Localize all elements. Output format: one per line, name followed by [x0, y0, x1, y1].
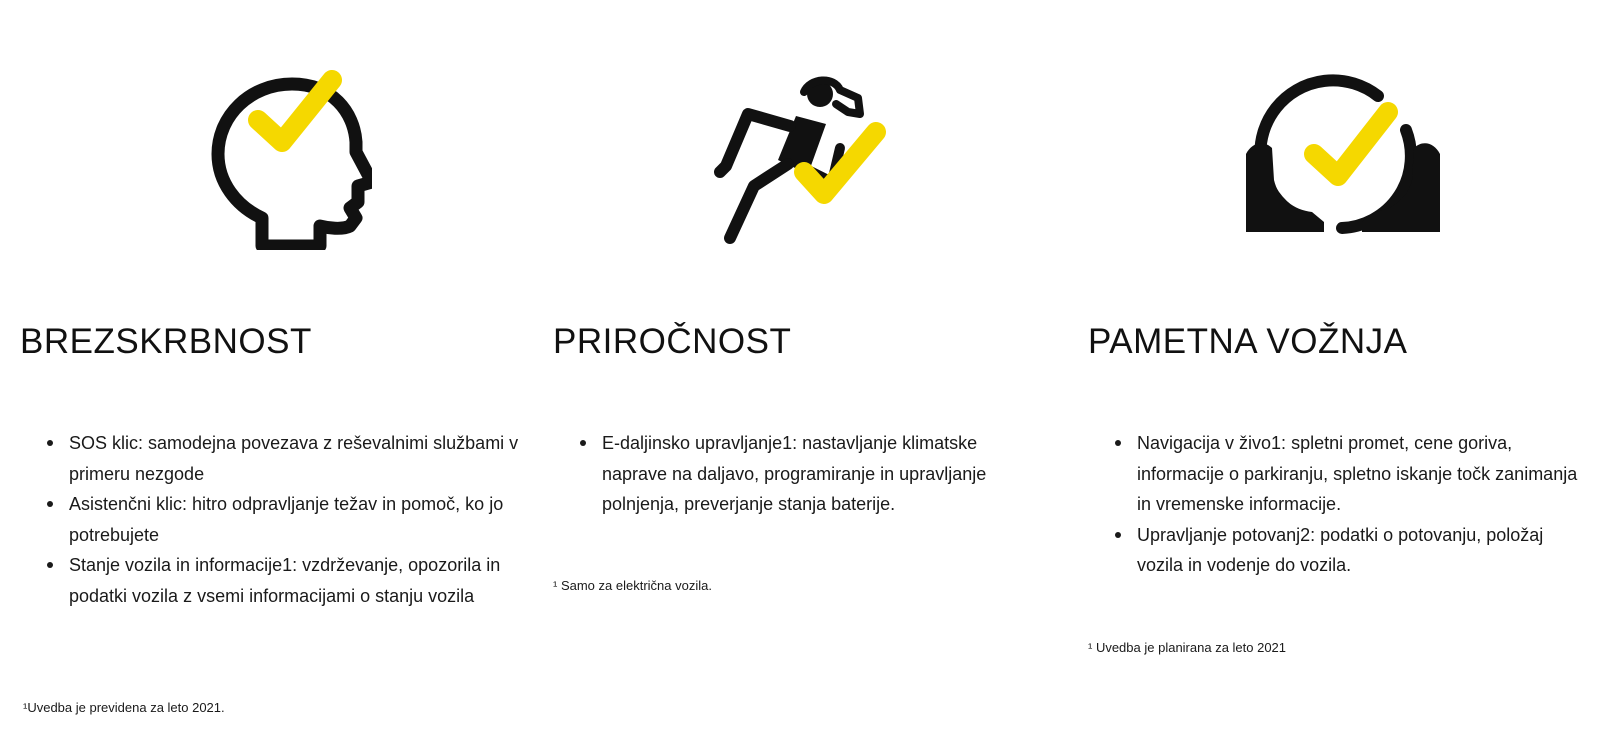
list-item: Asistenčni klic: hitro odpravljanje težav in pomoč, ko jo potrebujete [69, 489, 529, 550]
feature-column-pametna-voznja [1088, 0, 1588, 738]
feature-list [20, 428, 529, 611]
feature-column-brezskrbnost [20, 0, 530, 738]
list-item: Stanje vozila in informacije1: vzdrževanje, opozorila in podatki vozila z vsemi informacijami o stanju vozila [69, 550, 529, 611]
footnote: ¹ Uvedba je planirana za leto 2021 [1088, 640, 1287, 655]
relaxed-person-check-icon [708, 70, 898, 255]
head-check-icon [192, 70, 372, 255]
list-item: SOS klic: samodejna povezava z reševalnimi službami v primeru nezgode [69, 428, 529, 489]
feature-list [553, 428, 1022, 520]
column-title: BREZSKRBNOST [20, 322, 312, 361]
footnote: ¹Uvedba je previdena za leto 2021. [23, 700, 225, 715]
footnote: ¹ Samo za električna vozila. [553, 578, 712, 593]
list-item: E-daljinsko upravljanje1: nastavljanje klimatske naprave na daljavo, programiranje in upravljanje polnjenja, preverjanje stanja baterije. [602, 428, 1022, 520]
feature-list [1088, 428, 1582, 581]
hands-circle-check-icon [1238, 70, 1448, 245]
column-title: PAMETNA VOŽNJA [1088, 322, 1408, 361]
feature-column-prirocnost [553, 0, 1053, 738]
list-item: Upravljanje potovanj2: podatki o potovanju, položaj vozila in vodenje do vozila. [1137, 520, 1582, 581]
column-title: PRIROČNOST [553, 322, 792, 361]
list-item: Navigacija v živo1: spletni promet, cene goriva, informacije o parkiranju, spletno iskanje točk zanimanja in vremenske informacije. [1137, 428, 1582, 520]
